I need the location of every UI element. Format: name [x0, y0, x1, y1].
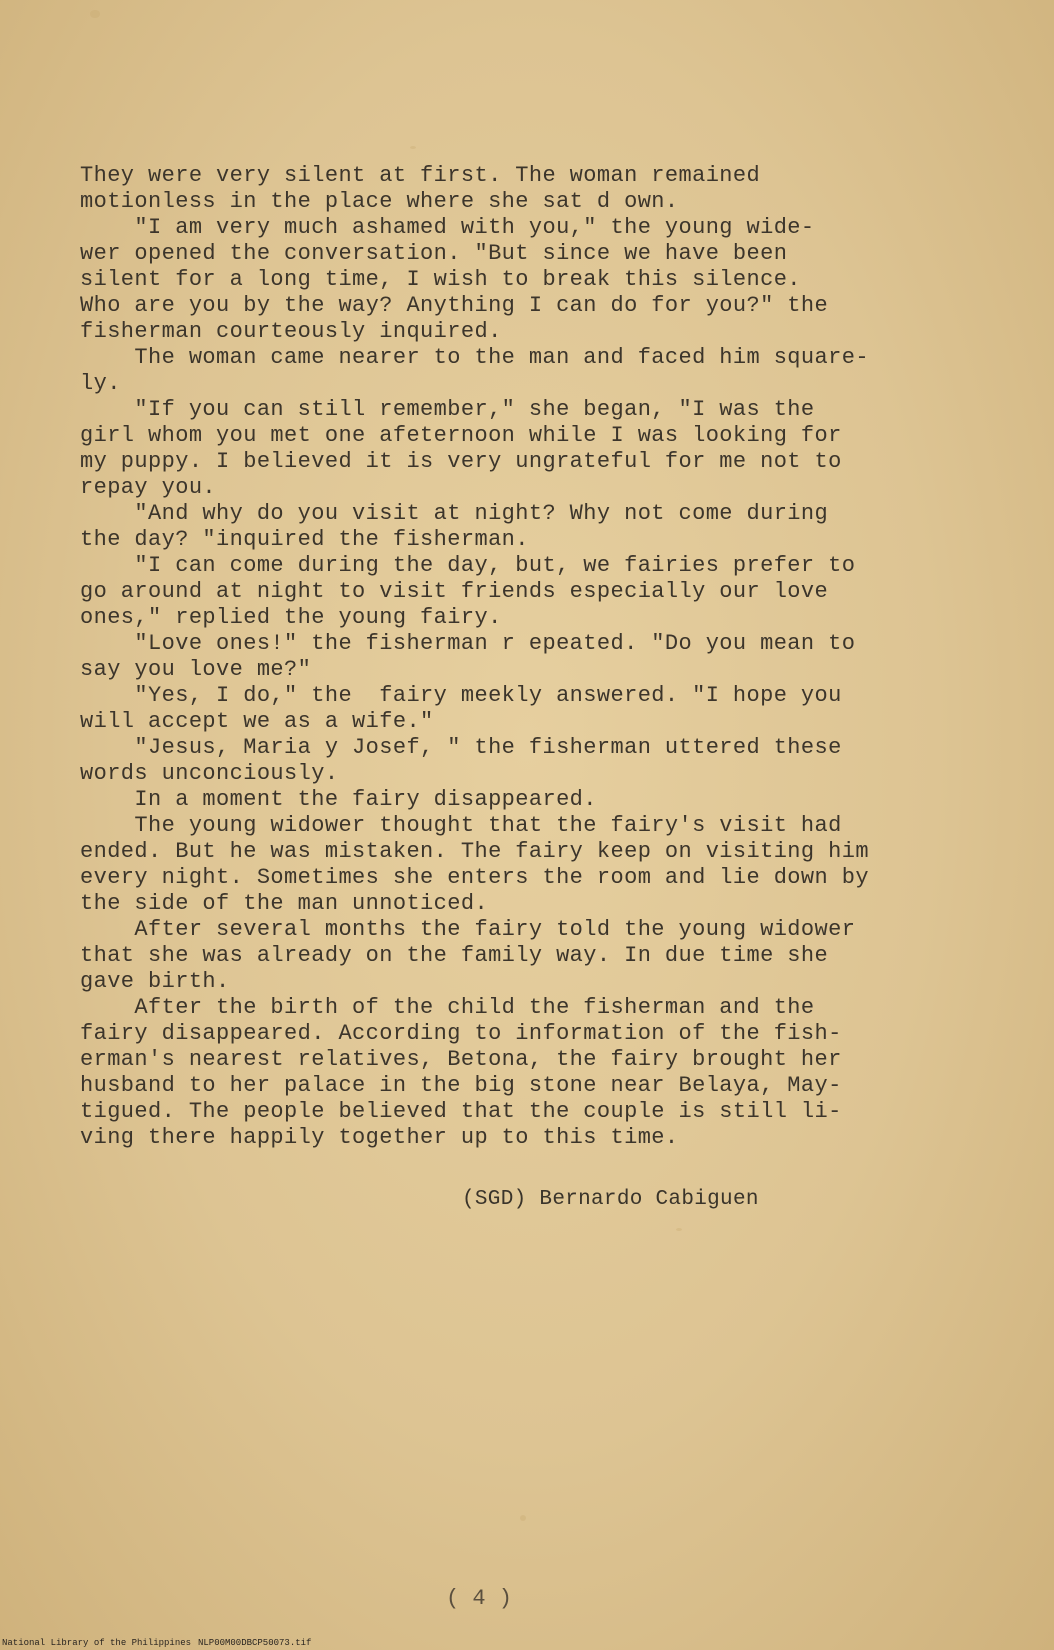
paper-stain: [90, 10, 100, 18]
text-line: that she was already on the family way. In due time she: [80, 943, 829, 968]
text-line: The woman came nearer to the man and faced him square-: [80, 345, 869, 370]
text-line: "I am very much ashamed with you," the young wide-: [80, 215, 815, 240]
text-line: tigued. The people believed that the couple is still li-: [80, 1099, 842, 1124]
paper-stain: [410, 146, 416, 149]
text-line: "Jesus, Maria y Josef, " the fisherman uttered these: [80, 735, 842, 760]
text-line: ended. But he was mistaken. The fairy keep on visiting him: [80, 839, 869, 864]
text-line: words unconciously.: [80, 761, 339, 786]
archive-file-name: NLP00M00DBCP50073.tif: [198, 1638, 312, 1648]
text-line: fairy disappeared. According to information of the fish-: [80, 1021, 842, 1046]
text-line: husband to her palace in the big stone near Belaya, May-: [80, 1073, 842, 1098]
text-line: The young widower thought that the fairy's visit had: [80, 813, 842, 838]
text-line: After the birth of the child the fisherman and the: [80, 995, 815, 1020]
text-line: gave birth.: [80, 969, 230, 994]
text-line: will accept we as a wife.": [80, 709, 434, 734]
text-line: They were very silent at first. The woman remained: [80, 163, 761, 188]
text-line: "Yes, I do," the fairy meekly answered. "I hope you: [80, 683, 842, 708]
text-line: erman's nearest relatives, Betona, the fairy brought her: [80, 1047, 842, 1072]
text-line: "Love ones!" the fisherman r epeated. "Do you mean to: [80, 631, 856, 656]
text-line: the day? "inquired the fisherman.: [80, 527, 529, 552]
page-number: ( 4 ): [446, 1586, 513, 1611]
text-line: "And why do you visit at night? Why not come during: [80, 501, 829, 526]
text-line: ving there happily together up to this time.: [80, 1125, 679, 1150]
typed-story-text: [80, 163, 980, 1151]
text-line: "I can come during the day, but, we fairies prefer to: [80, 553, 856, 578]
text-line: silent for a long time, I wish to break this silence.: [80, 267, 801, 292]
text-line: every night. Sometimes she enters the room and lie down by: [80, 865, 869, 890]
signature-line: (SGD) Bernardo Cabiguen: [462, 1188, 759, 1211]
paper-stain: [676, 1228, 682, 1231]
text-line: "If you can still remember," she began, "I was the: [80, 397, 815, 422]
text-line: ones," replied the young fairy.: [80, 605, 502, 630]
text-line: In a moment the fairy disappeared.: [80, 787, 597, 812]
text-line: go around at night to visit friends especially our love: [80, 579, 829, 604]
text-line: my puppy. I believed it is very ungrateful for me not to: [80, 449, 842, 474]
text-line: After several months the fairy told the young widower: [80, 917, 856, 942]
text-line: girl whom you met one afeternoon while I was looking for: [80, 423, 842, 448]
text-line: repay you.: [80, 475, 217, 500]
text-line: fisherman courteously inquired.: [80, 319, 502, 344]
text-line: Who are you by the way? Anything I can do for you?" the: [80, 293, 829, 318]
text-line: the side of the man unnoticed.: [80, 891, 489, 916]
text-line: say you love me?": [80, 657, 312, 682]
text-line: motionless in the place where she sat d own.: [80, 189, 679, 214]
paper-stain: [520, 1515, 526, 1521]
archive-institution-caption: National Library of the Philippines: [2, 1638, 192, 1648]
text-line: wer opened the conversation. "But since we have been: [80, 241, 788, 266]
text-line: ly.: [80, 371, 121, 396]
